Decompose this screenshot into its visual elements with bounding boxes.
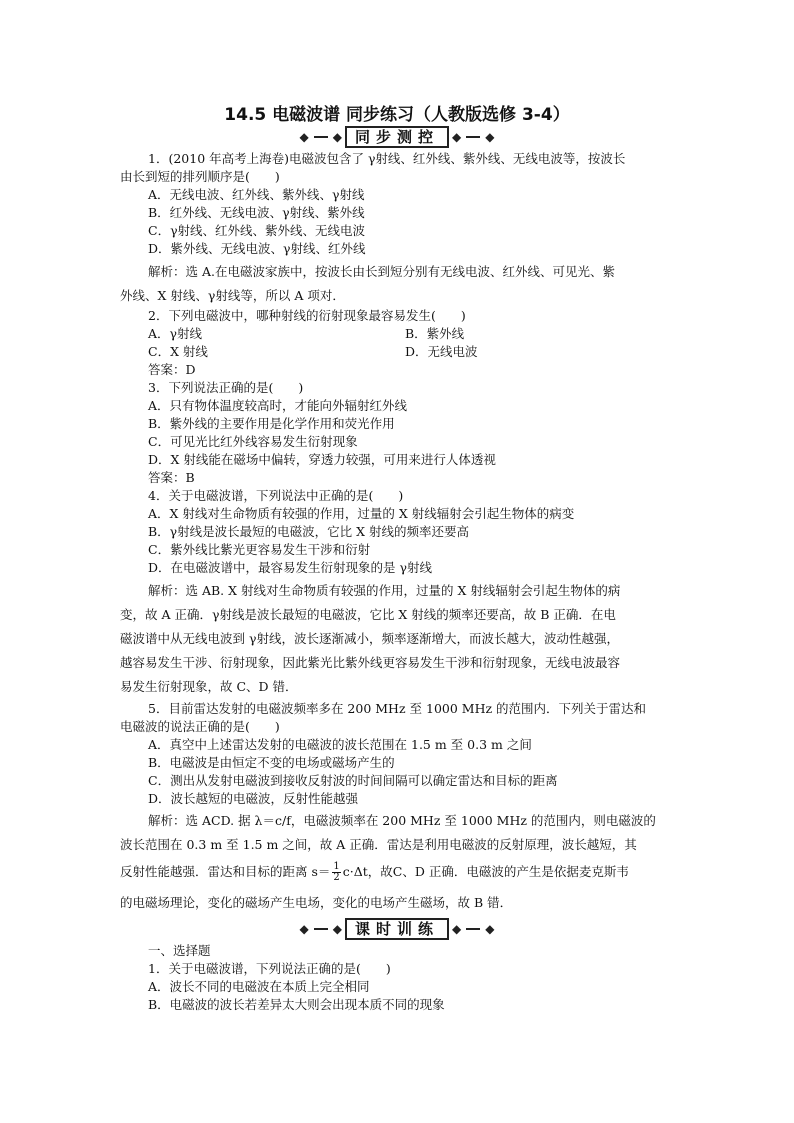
diamond-icon: ◆ <box>332 130 342 144</box>
q1-stem-line2: 由长到短的排列顺序是( ) <box>120 169 280 184</box>
q2-option-b: B．紫外线 <box>405 326 465 341</box>
q4-option-b: B．γ射线是波长最短的电磁波，它比 X 射线的频率还要高 <box>148 524 470 539</box>
divider <box>314 136 328 138</box>
diamond-icon: ◆ <box>452 130 462 144</box>
q5-explanation-line1: 解析：选 ACD. 据 λ＝c/f，电磁波频率在 200 MHz 至 1000 MHz 的范围内，则电磁波的 <box>148 813 656 828</box>
q3-stem: 3．下列说法正确的是( ) <box>148 380 304 395</box>
diamond-icon: ◆ <box>299 130 309 144</box>
q5-explanation-line3 <box>120 862 629 883</box>
q5-option-d: D．波长越短的电磁波，反射性能越强 <box>148 791 359 806</box>
q5-explanation-line4: 的电磁场理论，变化的磁场产生电场，变化的电场产生磁场，故 B 错． <box>120 895 513 910</box>
q4-explanation-line4: 越容易发生干涉、衍射现象，因此紫光比紫外线更容易发生干涉和衍射现象，无线电波最容 <box>120 655 621 670</box>
p1-option-b: B．电磁波的波长若差异太大则会出现本质不同的现象 <box>148 997 445 1012</box>
p1-stem: 1．关于电磁波谱，下列说法正确的是( ) <box>148 961 391 976</box>
q2-option-c: C．X 射线 <box>148 344 208 359</box>
q2-stem: 2．下列电磁波中，哪种射线的衍射现象最容易发生( ) <box>148 308 466 323</box>
q1-option-b: B．红外线、无线电波、γ射线、紫外线 <box>148 205 365 220</box>
q5-explanation-line2: 波长范围在 0.3 m 至 1.5 m 之间，故 A 正确．雷达是利用电磁波的反射原理，波长越短，其 <box>120 837 637 852</box>
q5-explanation-line3-end: c·Δt，故C、D 正确．电磁波的产生是依据麦克斯韦 <box>342 864 629 879</box>
q5-explanation-line3-start: 反射性能越强．雷达和目标的距离 s＝ <box>120 864 331 879</box>
diamond-icon: ◆ <box>485 130 495 144</box>
q4-option-a: A．X 射线对生命物质有较强的作用，过量的 X 射线辐射会引起生物体的病变 <box>148 506 575 521</box>
q3-option-c: C．可见光比红外线容易发生衍射现象 <box>148 434 358 449</box>
q1-stem-line1: 1．(2010 年高考上海卷)电磁波包含了 γ射线、红外线、紫外线、无线电波等，按波长 <box>148 151 626 166</box>
q5-stem-line2: 电磁波的说法正确的是( ) <box>120 719 280 734</box>
divider <box>466 136 480 138</box>
q5-option-c: C．测出从发射电磁波到接收反射波的时间间隔可以确定雷达和目标的距离 <box>148 773 558 788</box>
q5-option-a: A．真空中上述雷达发射的电磁波的波长范围在 1.5 m 至 0.3 m 之间 <box>148 737 532 752</box>
q1-explanation-line1: 解析：选 A.在电磁波家族中，按波长由长到短分别有无线电波、红外线、可见光、紫 <box>148 264 615 279</box>
q5-option-b: B．电磁波是由恒定不变的电场或磁场产生的 <box>148 755 395 770</box>
divider <box>466 928 480 930</box>
p1-option-a: A．波长不同的电磁波在本质上完全相同 <box>148 979 370 994</box>
section-banner-sync <box>0 126 794 148</box>
q1-option-d: D．紫外线、无线电波、γ射线、红外线 <box>148 241 366 256</box>
divider <box>314 928 328 930</box>
section-heading: 一、选择题 <box>148 943 211 958</box>
q3-option-d: D．X 射线能在磁场中偏转，穿透力较强，可用来进行人体透视 <box>148 452 496 467</box>
banner-label: 课时训练 <box>345 918 449 940</box>
q4-explanation-line2: 变，故 A 正确．γ射线是波长最短的电磁波，它比 X 射线的频率还要高，故 B 正确．在电 <box>120 607 616 622</box>
diamond-icon: ◆ <box>299 922 309 936</box>
diamond-icon: ◆ <box>332 922 342 936</box>
q1-explanation-line2: 外线、X 射线、γ射线等，所以 A 项对． <box>120 288 345 303</box>
q1-option-c: C．γ射线、红外线、紫外线、无线电波 <box>148 223 366 238</box>
section-banner-practice <box>0 918 794 940</box>
q3-answer: 答案：B <box>148 470 195 485</box>
diamond-icon: ◆ <box>452 922 462 936</box>
q2-answer: 答案：D <box>148 362 196 377</box>
q4-explanation-line5: 易发生衍射现象，故 C、D 错． <box>120 679 298 694</box>
q2-option-a: A．γ射线 <box>148 326 202 341</box>
banner-label: 同步测控 <box>345 126 449 148</box>
q4-option-d: D．在电磁波谱中，最容易发生衍射现象的是 γ射线 <box>148 560 432 575</box>
q4-option-c: C．紫外线比紫光更容易发生干涉和衍射 <box>148 542 371 557</box>
q5-stem-line1: 5．目前雷达发射的电磁波频率多在 200 MHz 至 1000 MHz 的范围内．下列关于雷达和 <box>148 701 647 716</box>
diamond-icon: ◆ <box>485 922 495 936</box>
fraction-one-half: $\frac{1}{2}$ <box>333 861 340 883</box>
q1-option-a: A．无线电波、红外线、紫外线、γ射线 <box>148 187 365 202</box>
q3-option-b: B．紫外线的主要作用是化学作用和荧光作用 <box>148 416 395 431</box>
q2-option-d: D．无线电波 <box>405 344 478 359</box>
page-title: 14.5 电磁波谱 同步练习（人教版选修 3-4） <box>224 105 570 125</box>
q4-explanation-line3: 磁波谱中从无线电波到 γ射线，波长逐渐减小，频率逐渐增大，而波长越大，波动性越强， <box>120 631 619 646</box>
q3-option-a: A．只有物体温度较高时，才能向外辐射红外线 <box>148 398 408 413</box>
q4-explanation-line1: 解析：选 AB. X 射线对生命物质有较强的作用，过量的 X 射线辐射会引起生物体的病 <box>148 583 621 598</box>
q4-stem: 4．关于电磁波谱，下列说法中正确的是( ) <box>148 488 404 503</box>
